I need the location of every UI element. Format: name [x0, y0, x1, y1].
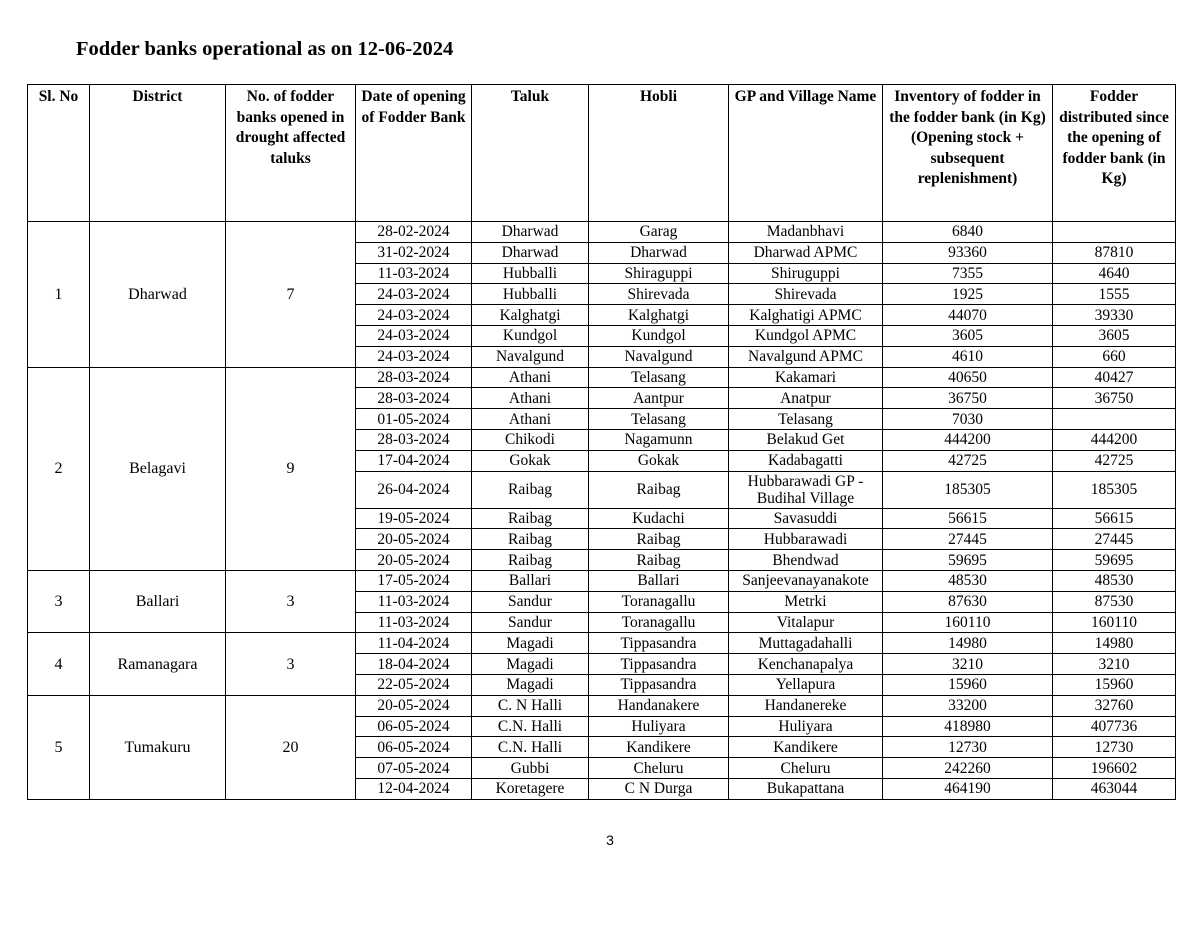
- hobli-cell: Cheluru: [589, 758, 729, 779]
- village-cell: Savasuddi: [729, 508, 883, 529]
- table-row: [28, 695, 1176, 716]
- hobli-cell: Tippasandra: [589, 654, 729, 675]
- sl-no-cell: 3: [28, 570, 90, 632]
- district-cell: Tumakuru: [90, 695, 226, 799]
- date-cell: 17-05-2024: [356, 570, 472, 591]
- distributed-cell: 14980: [1053, 633, 1176, 654]
- hobli-cell: Handanakere: [589, 695, 729, 716]
- district-cell: Dharwad: [90, 222, 226, 368]
- village-cell: Metrki: [729, 591, 883, 612]
- distributed-cell: 196602: [1053, 758, 1176, 779]
- header-date-of-opening: Date of opening of Fodder Bank: [356, 85, 472, 222]
- header-row: [28, 85, 1176, 222]
- date-cell: 24-03-2024: [356, 305, 472, 326]
- taluk-cell: C. N Halli: [472, 695, 589, 716]
- header-hobli: Hobli: [589, 85, 729, 222]
- hobli-cell: Nagamunn: [589, 429, 729, 450]
- date-cell: 11-03-2024: [356, 263, 472, 284]
- inventory-cell: 44070: [883, 305, 1053, 326]
- village-cell: Hubbarawadi: [729, 529, 883, 550]
- header-inventory: Inventory of fodder in the fodder bank (in Kg) (Opening stock + subsequent replenishment): [883, 85, 1053, 222]
- distributed-cell: 15960: [1053, 674, 1176, 695]
- date-cell: 28-02-2024: [356, 222, 472, 243]
- village-cell: Vitalapur: [729, 612, 883, 633]
- date-cell: 26-04-2024: [356, 471, 472, 508]
- sl-no-cell: 2: [28, 367, 90, 570]
- date-cell: 19-05-2024: [356, 508, 472, 529]
- hobli-cell: Tippasandra: [589, 633, 729, 654]
- taluk-cell: Athani: [472, 367, 589, 388]
- distributed-cell: 185305: [1053, 471, 1176, 508]
- distributed-cell: 3210: [1053, 654, 1176, 675]
- distributed-cell: 48530: [1053, 570, 1176, 591]
- header-sl-no: Sl. No: [28, 85, 90, 222]
- village-cell: Cheluru: [729, 758, 883, 779]
- hobli-cell: Kundgol: [589, 325, 729, 346]
- inventory-cell: 7355: [883, 263, 1053, 284]
- date-cell: 01-05-2024: [356, 409, 472, 430]
- date-cell: 24-03-2024: [356, 346, 472, 367]
- taluk-cell: Raibag: [472, 508, 589, 529]
- distributed-cell: 660: [1053, 346, 1176, 367]
- date-cell: 18-04-2024: [356, 654, 472, 675]
- taluk-cell: Chikodi: [472, 429, 589, 450]
- taluk-cell: Koretagere: [472, 778, 589, 799]
- distributed-cell: 444200: [1053, 429, 1176, 450]
- village-cell: Muttagadahalli: [729, 633, 883, 654]
- distributed-cell: 3605: [1053, 325, 1176, 346]
- district-cell: Belagavi: [90, 367, 226, 570]
- village-cell: Yellapura: [729, 674, 883, 695]
- hobli-cell: Aantpur: [589, 388, 729, 409]
- hobli-cell: Kandikere: [589, 737, 729, 758]
- hobli-cell: Tippasandra: [589, 674, 729, 695]
- date-cell: 28-03-2024: [356, 367, 472, 388]
- hobli-cell: Huliyara: [589, 716, 729, 737]
- bank-count-cell: 7: [226, 222, 356, 368]
- date-cell: 11-03-2024: [356, 591, 472, 612]
- date-cell: 24-03-2024: [356, 284, 472, 305]
- table-body: [28, 222, 1176, 800]
- bank-count-cell: 3: [226, 633, 356, 695]
- village-cell: Kakamari: [729, 367, 883, 388]
- distributed-cell: 27445: [1053, 529, 1176, 550]
- sl-no-cell: 4: [28, 633, 90, 695]
- village-cell: Huliyara: [729, 716, 883, 737]
- inventory-cell: 93360: [883, 242, 1053, 263]
- village-cell: Hubbarawadi GP - Budihal Village: [729, 471, 883, 508]
- distributed-cell: 407736: [1053, 716, 1176, 737]
- distributed-cell: 32760: [1053, 695, 1176, 716]
- village-cell: Navalgund APMC: [729, 346, 883, 367]
- village-cell: Kenchanapalya: [729, 654, 883, 675]
- inventory-cell: 242260: [883, 758, 1053, 779]
- distributed-cell: [1053, 409, 1176, 430]
- distributed-cell: 40427: [1053, 367, 1176, 388]
- hobli-cell: Telasang: [589, 367, 729, 388]
- taluk-cell: Magadi: [472, 654, 589, 675]
- inventory-cell: 444200: [883, 429, 1053, 450]
- village-cell: Kandikere: [729, 737, 883, 758]
- inventory-cell: 48530: [883, 570, 1053, 591]
- inventory-cell: 12730: [883, 737, 1053, 758]
- taluk-cell: Raibag: [472, 471, 589, 508]
- taluk-cell: Athani: [472, 409, 589, 430]
- sl-no-cell: 1: [28, 222, 90, 368]
- inventory-cell: 418980: [883, 716, 1053, 737]
- village-cell: Telasang: [729, 409, 883, 430]
- header-distributed: Fodder distributed since the opening of fodder bank (in Kg): [1053, 85, 1176, 222]
- village-cell: Kalghatigi APMC: [729, 305, 883, 326]
- inventory-cell: 3210: [883, 654, 1053, 675]
- date-cell: 28-03-2024: [356, 388, 472, 409]
- inventory-cell: 1925: [883, 284, 1053, 305]
- date-cell: 11-04-2024: [356, 633, 472, 654]
- table-row: [28, 222, 1176, 243]
- date-cell: 22-05-2024: [356, 674, 472, 695]
- distributed-cell: 463044: [1053, 778, 1176, 799]
- bank-count-cell: 3: [226, 570, 356, 632]
- bank-count-cell: 20: [226, 695, 356, 799]
- taluk-cell: Hubballi: [472, 284, 589, 305]
- inventory-cell: 42725: [883, 450, 1053, 471]
- header-district: District: [90, 85, 226, 222]
- taluk-cell: C.N. Halli: [472, 737, 589, 758]
- header-taluk: Taluk: [472, 85, 589, 222]
- district-cell: Ballari: [90, 570, 226, 632]
- hobli-cell: Kalghatgi: [589, 305, 729, 326]
- inventory-cell: 160110: [883, 612, 1053, 633]
- taluk-cell: Dharwad: [472, 222, 589, 243]
- inventory-cell: 464190: [883, 778, 1053, 799]
- taluk-cell: Magadi: [472, 674, 589, 695]
- inventory-cell: 3605: [883, 325, 1053, 346]
- village-cell: Sanjeevanayanakote: [729, 570, 883, 591]
- taluk-cell: Hubballi: [472, 263, 589, 284]
- hobli-cell: Dharwad: [589, 242, 729, 263]
- inventory-cell: 185305: [883, 471, 1053, 508]
- hobli-cell: C N Durga: [589, 778, 729, 799]
- taluk-cell: Kundgol: [472, 325, 589, 346]
- distributed-cell: 42725: [1053, 450, 1176, 471]
- hobli-cell: Toranagallu: [589, 591, 729, 612]
- distributed-cell: 4640: [1053, 263, 1176, 284]
- distributed-cell: 56615: [1053, 508, 1176, 529]
- village-cell: Madanbhavi: [729, 222, 883, 243]
- village-cell: Anatpur: [729, 388, 883, 409]
- village-cell: Handanereke: [729, 695, 883, 716]
- date-cell: 20-05-2024: [356, 529, 472, 550]
- bank-count-cell: 9: [226, 367, 356, 570]
- hobli-cell: Toranagallu: [589, 612, 729, 633]
- village-cell: Kadabagatti: [729, 450, 883, 471]
- inventory-cell: 6840: [883, 222, 1053, 243]
- hobli-cell: Navalgund: [589, 346, 729, 367]
- distributed-cell: 39330: [1053, 305, 1176, 326]
- hobli-cell: Ballari: [589, 570, 729, 591]
- village-cell: Bukapattana: [729, 778, 883, 799]
- hobli-cell: Kudachi: [589, 508, 729, 529]
- inventory-cell: 40650: [883, 367, 1053, 388]
- table-row: [28, 633, 1176, 654]
- taluk-cell: Navalgund: [472, 346, 589, 367]
- hobli-cell: Shiraguppi: [589, 263, 729, 284]
- taluk-cell: Raibag: [472, 550, 589, 571]
- fodder-banks-table: [27, 84, 1176, 800]
- inventory-cell: 4610: [883, 346, 1053, 367]
- village-cell: Shiruguppi: [729, 263, 883, 284]
- taluk-cell: Athani: [472, 388, 589, 409]
- inventory-cell: 15960: [883, 674, 1053, 695]
- village-cell: Shirevada: [729, 284, 883, 305]
- date-cell: 07-05-2024: [356, 758, 472, 779]
- taluk-cell: Sandur: [472, 591, 589, 612]
- taluk-cell: C.N. Halli: [472, 716, 589, 737]
- taluk-cell: Raibag: [472, 529, 589, 550]
- inventory-cell: 14980: [883, 633, 1053, 654]
- hobli-cell: Raibag: [589, 529, 729, 550]
- taluk-cell: Sandur: [472, 612, 589, 633]
- inventory-cell: 36750: [883, 388, 1053, 409]
- taluk-cell: Gokak: [472, 450, 589, 471]
- village-cell: Dharwad APMC: [729, 242, 883, 263]
- date-cell: 20-05-2024: [356, 550, 472, 571]
- date-cell: 06-05-2024: [356, 716, 472, 737]
- district-cell: Ramanagara: [90, 633, 226, 695]
- distributed-cell: 87810: [1053, 242, 1176, 263]
- sl-no-cell: 5: [28, 695, 90, 799]
- date-cell: 24-03-2024: [356, 325, 472, 346]
- page-number: 3: [606, 832, 614, 848]
- document-title: Fodder banks operational as on 12-06-2024: [76, 38, 454, 60]
- distributed-cell: 160110: [1053, 612, 1176, 633]
- header-fodder-bank-count: No. of fodder banks opened in drought affected taluks: [226, 85, 356, 222]
- inventory-cell: 7030: [883, 409, 1053, 430]
- header-gp-village: GP and Village Name: [729, 85, 883, 222]
- taluk-cell: Ballari: [472, 570, 589, 591]
- hobli-cell: Gokak: [589, 450, 729, 471]
- distributed-cell: 12730: [1053, 737, 1176, 758]
- table-row: [28, 367, 1176, 388]
- date-cell: 31-02-2024: [356, 242, 472, 263]
- distributed-cell: 87530: [1053, 591, 1176, 612]
- hobli-cell: Garag: [589, 222, 729, 243]
- hobli-cell: Raibag: [589, 550, 729, 571]
- distributed-cell: [1053, 222, 1176, 243]
- taluk-cell: Dharwad: [472, 242, 589, 263]
- inventory-cell: 56615: [883, 508, 1053, 529]
- date-cell: 17-04-2024: [356, 450, 472, 471]
- hobli-cell: Telasang: [589, 409, 729, 430]
- table-row: [28, 570, 1176, 591]
- date-cell: 12-04-2024: [356, 778, 472, 799]
- date-cell: 20-05-2024: [356, 695, 472, 716]
- taluk-cell: Magadi: [472, 633, 589, 654]
- inventory-cell: 87630: [883, 591, 1053, 612]
- date-cell: 28-03-2024: [356, 429, 472, 450]
- village-cell: Belakud Get: [729, 429, 883, 450]
- inventory-cell: 27445: [883, 529, 1053, 550]
- village-cell: Kundgol APMC: [729, 325, 883, 346]
- inventory-cell: 33200: [883, 695, 1053, 716]
- distributed-cell: 1555: [1053, 284, 1176, 305]
- taluk-cell: Gubbi: [472, 758, 589, 779]
- inventory-cell: 59695: [883, 550, 1053, 571]
- date-cell: 06-05-2024: [356, 737, 472, 758]
- village-cell: Bhendwad: [729, 550, 883, 571]
- hobli-cell: Shirevada: [589, 284, 729, 305]
- distributed-cell: 36750: [1053, 388, 1176, 409]
- date-cell: 11-03-2024: [356, 612, 472, 633]
- hobli-cell: Raibag: [589, 471, 729, 508]
- distributed-cell: 59695: [1053, 550, 1176, 571]
- taluk-cell: Kalghatgi: [472, 305, 589, 326]
